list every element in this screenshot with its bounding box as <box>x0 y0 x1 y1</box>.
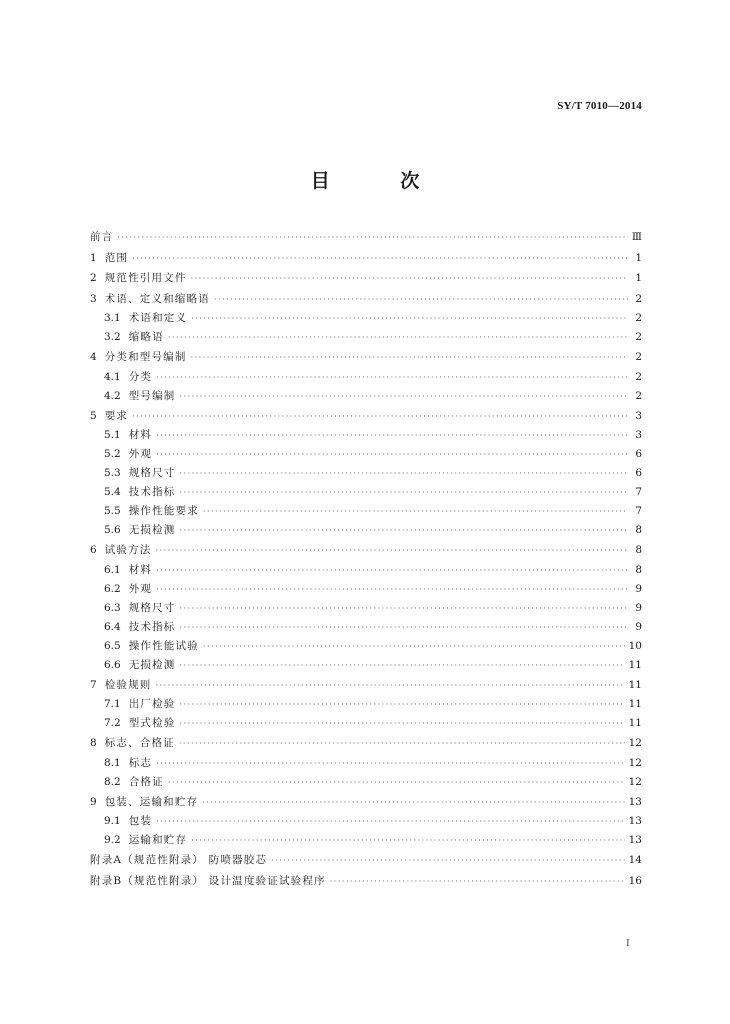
toc-entry-label: 范围 <box>104 251 129 264</box>
toc-entry-number: 7.2 <box>104 717 121 729</box>
toc-entry[interactable] <box>90 714 642 733</box>
toc-entry[interactable] <box>90 328 642 347</box>
toc-entry[interactable] <box>90 387 642 406</box>
toc-entry-number: 4.1 <box>104 370 121 383</box>
toc-entry-number: 5.2 <box>104 448 121 460</box>
toc-entry[interactable] <box>90 580 642 599</box>
toc-leader-dots <box>180 599 628 618</box>
toc-leader-dots <box>156 445 628 464</box>
toc-leader-dots <box>191 269 628 290</box>
toc-leader-dots <box>202 793 624 814</box>
toc-entry-page: 13 <box>628 815 642 827</box>
standard-code: SY/T 7010—2014 <box>557 100 642 112</box>
toc-leader-dots <box>156 541 629 562</box>
toc-entry-label: 规格尺寸 <box>128 467 176 479</box>
toc-entry[interactable] <box>90 792 642 813</box>
toc-entry[interactable] <box>90 637 642 656</box>
toc-leader-dots <box>330 872 625 893</box>
toc-entry-label: 合格证 <box>128 775 164 788</box>
toc-leader-dots <box>117 228 627 249</box>
page-folio: I <box>626 937 630 949</box>
toc-entry-page: 6 <box>635 448 642 460</box>
toc-entry-page: 11 <box>628 678 642 691</box>
toc-entry-number: 4 <box>90 351 97 363</box>
toc-entry[interactable] <box>90 406 642 427</box>
toc-entry-label: 附录B（规范性附录） 设计温度验证试验程序 <box>90 874 326 887</box>
toc-entry-number: 7.1 <box>104 698 121 710</box>
toc-leader-dots <box>214 290 628 311</box>
toc-entry-label: 材料 <box>128 563 153 576</box>
toc-entry[interactable] <box>90 695 642 714</box>
toc-leader-dots <box>180 521 628 540</box>
toc-entry-label: 无损检测 <box>128 658 176 671</box>
toc-entry-page: 11 <box>628 698 642 710</box>
toc-entry-number: 2 <box>90 272 97 284</box>
toc-entry[interactable] <box>90 618 642 637</box>
toc-leader-dots <box>203 637 625 656</box>
toc-entry-number: 5.4 <box>104 486 121 498</box>
toc-entry-page: 2 <box>635 312 642 324</box>
toc-entry-label: 规格尺寸 <box>128 601 176 614</box>
toc-entry-page: 10 <box>628 639 642 652</box>
toc-entry-label: 标志、合格证 <box>104 737 175 749</box>
toc-entry[interactable] <box>90 483 642 502</box>
toc-entry[interactable] <box>90 675 642 696</box>
toc-entry[interactable] <box>90 347 642 368</box>
toc-entry-page: 7 <box>635 486 642 498</box>
toc-entry[interactable] <box>90 521 642 540</box>
toc-entry-label: 试验方法 <box>104 544 152 556</box>
toc-entry-page: 16 <box>628 874 642 887</box>
toc-entry-label: 前言 <box>90 231 114 243</box>
toc-entry-page: 2 <box>635 331 642 343</box>
toc-entry-number: 6 <box>90 544 97 556</box>
toc-entry-number: 6.5 <box>104 639 121 652</box>
toc-entry-label: 检验规则 <box>104 678 152 691</box>
toc-leader-dots <box>180 714 625 733</box>
toc-entry-page: 7 <box>635 505 642 517</box>
toc-entry-label: 包装、运输和贮存 <box>104 795 199 808</box>
toc-entry-number: 6.6 <box>104 658 121 671</box>
toc-leader-dots <box>191 309 628 328</box>
toc-leader-dots <box>132 407 628 428</box>
toc-entry-number: 9.2 <box>104 834 121 846</box>
toc-entry-page: 2 <box>635 370 642 383</box>
toc-leader-dots <box>271 851 625 872</box>
toc-entry-number: 3.2 <box>104 331 121 343</box>
toc-entry-number: 6.3 <box>104 601 121 614</box>
toc-leader-dots <box>203 502 628 521</box>
toc-entry-page: 8 <box>635 563 642 576</box>
toc-leader-dots <box>180 387 628 406</box>
toc-entry-label: 技术指标 <box>128 620 176 633</box>
toc-entry[interactable] <box>90 426 642 445</box>
toc-entry-page: 9 <box>635 601 642 614</box>
toc-entry-label: 型式检验 <box>128 717 176 729</box>
page-title: 目 次 <box>310 170 452 192</box>
toc-entry[interactable] <box>90 561 642 580</box>
table-of-contents <box>90 227 642 891</box>
toc-entry-number: 5.5 <box>104 505 121 517</box>
toc-entry-label: 缩略语 <box>128 331 164 343</box>
toc-entry-page: 1 <box>635 251 642 264</box>
toc-leader-dots <box>156 676 625 697</box>
toc-entry-label: 操作性能试验 <box>128 639 199 652</box>
toc-leader-dots <box>168 328 628 347</box>
toc-entry-page: 3 <box>635 429 642 441</box>
toc-entry-label: 外观 <box>128 582 153 595</box>
toc-entry[interactable] <box>90 289 642 310</box>
toc-entry-label: 术语、定义和缩略语 <box>104 292 210 305</box>
toc-entry-page: 8 <box>635 524 642 536</box>
toc-entry-label: 无损检测 <box>128 524 176 536</box>
toc-entry-page: 12 <box>628 756 642 769</box>
toc-entry-label: 规范性引用文件 <box>104 272 187 284</box>
toc-entry-number: 8.1 <box>104 756 121 769</box>
toc-entry-page: 2 <box>635 351 642 363</box>
toc-entry[interactable] <box>90 464 642 483</box>
toc-entry-page: 13 <box>628 834 642 846</box>
toc-entry-number: 6.2 <box>104 582 121 595</box>
toc-entry-number: 5.1 <box>104 429 121 441</box>
toc-entry-page: 14 <box>628 854 642 866</box>
toc-entry-label: 材料 <box>128 429 153 441</box>
toc-entry-label: 附录A（规范性附录） 防喷器胶芯 <box>90 854 268 866</box>
toc-entry[interactable] <box>90 368 642 387</box>
toc-entry[interactable] <box>90 656 642 675</box>
toc-entry[interactable] <box>90 309 642 328</box>
toc-entry-label: 标志 <box>128 756 153 769</box>
toc-entry-label: 运输和贮存 <box>128 834 188 846</box>
toc-leader-dots <box>180 695 625 714</box>
toc-entry-page: 11 <box>628 658 642 671</box>
toc-entry-page: 2 <box>635 389 642 402</box>
toc-entry-label: 型号编制 <box>128 389 176 402</box>
toc-entry-page: 2 <box>635 292 642 305</box>
toc-entry-number: 4.2 <box>104 389 121 402</box>
toc-entry-label: 分类 <box>128 370 153 383</box>
toc-entry-number: 3 <box>90 292 97 305</box>
toc-entry-page: 8 <box>635 544 642 556</box>
toc-leader-dots <box>180 618 628 637</box>
toc-leader-dots <box>156 812 625 831</box>
toc-entry[interactable] <box>90 831 642 850</box>
toc-leader-dots <box>180 483 628 502</box>
toc-leader-dots <box>156 754 625 773</box>
toc-entry[interactable] <box>90 599 642 618</box>
toc-entry-number: 7 <box>90 678 97 691</box>
toc-entry-page: 12 <box>628 775 642 788</box>
toc-entry[interactable] <box>90 502 642 521</box>
toc-entry-number: 9.1 <box>104 815 121 827</box>
toc-entry-page: 9 <box>635 620 642 633</box>
toc-leader-dots <box>191 348 628 369</box>
toc-leader-dots <box>132 249 628 270</box>
toc-entry-page: 1 <box>635 272 642 284</box>
toc-entry-page: 3 <box>635 409 642 422</box>
toc-entry[interactable] <box>90 871 642 892</box>
toc-entry-label: 操作性能要求 <box>128 505 199 517</box>
toc-entry-label: 包装 <box>128 815 153 827</box>
toc-leader-dots <box>180 464 628 483</box>
toc-entry-page: 13 <box>628 795 642 808</box>
toc-entry[interactable] <box>90 268 642 289</box>
toc-entry[interactable] <box>90 812 642 831</box>
toc-entry[interactable] <box>90 773 642 792</box>
toc-entry-page: Ⅲ <box>631 231 642 243</box>
toc-entry-label: 外观 <box>128 448 153 460</box>
toc-entry-label: 分类和型号编制 <box>104 351 187 363</box>
toc-entry[interactable] <box>90 733 642 754</box>
toc-leader-dots <box>156 368 628 387</box>
toc-entry-page: 9 <box>635 582 642 595</box>
toc-entry-number: 8.2 <box>104 775 121 788</box>
toc-entry[interactable] <box>90 540 642 561</box>
toc-entry[interactable] <box>90 850 642 871</box>
toc-entry-number: 9 <box>90 795 97 808</box>
toc-entry-label: 出厂检验 <box>128 698 176 710</box>
toc-leader-dots <box>179 734 625 755</box>
toc-entry-label: 术语和定义 <box>128 312 188 324</box>
toc-entry[interactable] <box>90 227 642 248</box>
toc-entry-number: 5.6 <box>104 524 121 536</box>
toc-entry[interactable] <box>90 754 642 773</box>
toc-entry-page: 11 <box>628 717 642 729</box>
toc-entry-number: 3.1 <box>104 312 121 324</box>
toc-entry-number: 8 <box>90 737 97 749</box>
toc-entry-number: 6.1 <box>104 563 121 576</box>
toc-entry-number: 5 <box>90 409 97 422</box>
toc-entry-number: 6.4 <box>104 620 121 633</box>
toc-entry-label: 技术指标 <box>128 486 176 498</box>
toc-leader-dots <box>191 831 624 850</box>
toc-leader-dots <box>156 580 628 599</box>
toc-leader-dots <box>168 773 625 792</box>
toc-entry[interactable] <box>90 445 642 464</box>
toc-entry-page: 6 <box>635 467 642 479</box>
toc-entry-number: 1 <box>90 251 97 264</box>
toc-entry-label: 要求 <box>104 409 129 422</box>
toc-leader-dots <box>180 656 625 675</box>
toc-leader-dots <box>156 561 628 580</box>
toc-entry-page: 12 <box>628 737 642 749</box>
toc-entry[interactable] <box>90 248 642 269</box>
toc-entry-number: 5.3 <box>104 467 121 479</box>
toc-leader-dots <box>156 426 628 445</box>
